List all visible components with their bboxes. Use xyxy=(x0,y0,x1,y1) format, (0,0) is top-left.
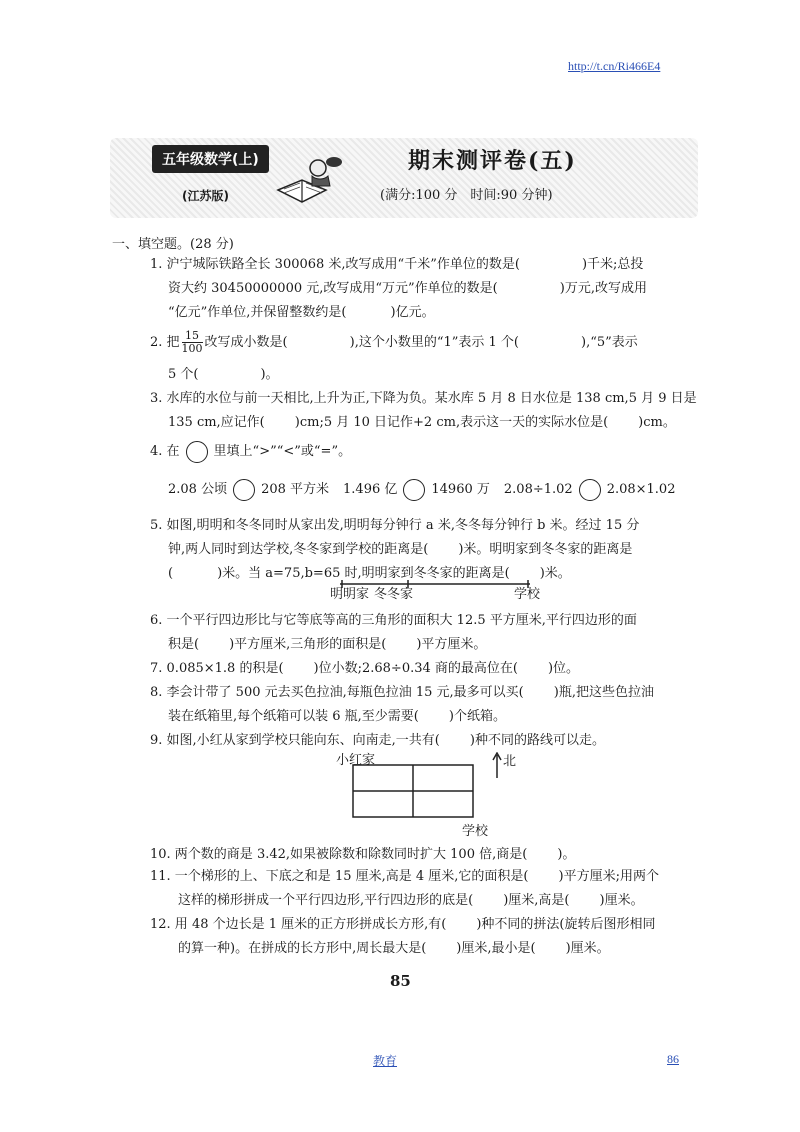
q12-text-d: )厘米,最小是( xyxy=(456,941,536,956)
q1-text-a: 1. 沪宁城际铁路全长 300068 米,改写成用“千米”作单位的数是( xyxy=(150,257,520,272)
q5-text-d: )米。当 a=75,b=65 时,明明家到冬冬家的距离是( xyxy=(217,566,510,581)
q4-compare-2-left: 1.496 亿 xyxy=(343,482,398,497)
question-4-line-2 xyxy=(168,477,675,502)
q12-text-e: )厘米。 xyxy=(565,941,610,956)
q12-text-a: 12. 用 48 个边长是 1 厘米的正方形拼成长方形,有( xyxy=(150,917,447,932)
question-9-line-1 xyxy=(150,728,605,753)
q8-text-a: 8. 李会计带了 500 元去买色拉油,每瓶色拉油 15 元,最多可以买( xyxy=(150,685,524,700)
q4-compare-3-left: 2.08÷1.02 xyxy=(503,482,573,497)
question-7 xyxy=(150,656,579,681)
q2-text-a: 2. 把 xyxy=(150,335,180,350)
q11-text-a: 11. 一个梯形的上、下底之和是 15 厘米,高是 4 厘米,它的面积是( xyxy=(150,869,529,884)
q5-text-c: ( xyxy=(168,566,174,581)
q6-text-a: 积是( xyxy=(168,637,200,652)
distance-line-diagram xyxy=(340,580,540,600)
q3-text-b: )cm;5 月 10 日记作+2 cm,表示这一天的实际水位是( xyxy=(294,415,609,430)
question-11-line-1 xyxy=(150,864,659,889)
q12-text-b: )种不同的拼法(旋转后图形相同 xyxy=(476,917,656,932)
q5-text-a: 钟,两人同时到达学校,冬冬家到学校的距离是( xyxy=(168,542,429,557)
q11-text-b: )平方厘米;用两个 xyxy=(558,869,659,884)
question-2-line-2 xyxy=(168,362,279,387)
book-reader-icon xyxy=(272,150,352,206)
q1-text-e: “亿元”作单位,并保留整数约是( xyxy=(168,305,347,320)
question-11-line-2 xyxy=(178,888,644,913)
q9-text-b: )种不同的路线可以走。 xyxy=(469,733,605,748)
q3-text-c: )cm。 xyxy=(638,415,676,430)
q4-compare-1-left: 2.08 公顷 xyxy=(168,482,228,497)
footer-page-link[interactable]: 86 xyxy=(667,1052,679,1066)
grid-label-north: 北 xyxy=(503,754,517,769)
top-url-link[interactable]: http://t.cn/Ri466E4 xyxy=(568,59,661,73)
q2-text-b: 改写成小数是( xyxy=(204,335,288,350)
q4-compare-2-right: 14960 万 xyxy=(431,482,490,497)
route-grid-diagram xyxy=(352,764,476,820)
q4-text-a: 4. 在 xyxy=(150,444,180,459)
q2-text-d: ),“5”表示 xyxy=(581,335,638,350)
q2-text-e: 5 个( xyxy=(168,367,199,382)
diagram-label-mingming: 明明家 xyxy=(330,587,370,602)
q4-compare-3-right: 2.08×1.02 xyxy=(606,482,676,497)
q11-text-d: )厘米,高是( xyxy=(503,893,570,908)
q11-text-c: 这样的梯形拼成一个平行四边形,平行四边形的底是( xyxy=(178,893,474,908)
q1-text-f: )亿元。 xyxy=(390,305,435,320)
q6-text-c: )平方厘米。 xyxy=(416,637,487,652)
q4-compare-1-right: 208 平方米 xyxy=(261,482,330,497)
edition-tag: (江苏版) xyxy=(182,189,229,203)
diagram-label-dongdong: 冬冬家 xyxy=(374,587,414,602)
q5-text-e: )米。 xyxy=(539,566,571,581)
question-12-line-2 xyxy=(178,936,610,961)
grid-label-home: 小红家 xyxy=(336,753,376,768)
question-8-line-1 xyxy=(150,680,654,705)
q10-text-a: 10. 两个数的商是 3.42,如果被除数和除数同时扩大 100 倍,商是( xyxy=(150,847,528,862)
question-8-line-2 xyxy=(168,704,506,729)
q4-text-b: 里填上“>”“<”或“=”。 xyxy=(213,444,352,459)
q7-text-b: )位小数;2.68÷0.34 商的最高位在( xyxy=(313,661,518,676)
question-6-line-2 xyxy=(168,632,486,657)
compare-circle-icon[interactable] xyxy=(579,479,601,501)
fraction-numerator: 15 xyxy=(182,330,203,343)
q12-text-c: 的算一种)。在拼成的长方形中,周长最大是( xyxy=(178,941,427,956)
q7-text-c: )位。 xyxy=(547,661,580,676)
fraction xyxy=(182,330,203,355)
q7-text-a: 7. 0.085×1.8 的积是( xyxy=(150,661,284,676)
section-title: 一、填空题。(28 分) xyxy=(112,237,234,252)
question-5-line-1: 5. 如图,明明和冬冬同时从家出发,明明每分钟行 a 米,冬冬每分钟行 b 米。经过 15 分 xyxy=(150,518,640,533)
question-1-line-2 xyxy=(168,276,647,301)
question-2-line-1 xyxy=(150,330,638,355)
page-number: 85 xyxy=(390,972,411,990)
q8-text-b: )瓶,把这些色拉油 xyxy=(553,685,654,700)
question-1-line-1 xyxy=(150,252,643,277)
diagram-label-school: 学校 xyxy=(514,587,541,602)
exam-title: 期末测评卷(五) xyxy=(408,148,577,174)
q1-text-c: 资大约 30450000000 元,改写成用“万元”作单位的数是( xyxy=(168,281,498,296)
question-1-line-3 xyxy=(168,300,435,325)
q10-text-b: )。 xyxy=(557,847,576,862)
compare-circle-icon[interactable] xyxy=(403,479,425,501)
grid-label-school: 学校 xyxy=(462,824,489,839)
question-12-line-1 xyxy=(150,912,656,937)
question-6-line-1: 6. 一个平行四边形比与它等底等高的三角形的面积大 12.5 平方厘米,平行四边形的面 xyxy=(150,613,637,628)
footer-edu-link[interactable]: 教育 xyxy=(373,1054,398,1068)
header-banner xyxy=(110,120,698,222)
q5-text-b: )米。明明家到冬冬家的距离是 xyxy=(458,542,633,557)
question-3-line-2 xyxy=(168,410,676,435)
compare-circle-icon xyxy=(186,441,208,463)
q1-text-d: )万元,改写成用 xyxy=(559,281,647,296)
q8-text-c: 装在纸箱里,每个纸箱可以装 6 瓶,至少需要( xyxy=(168,709,419,724)
fraction-denominator: 100 xyxy=(181,342,203,355)
q1-text-b: )千米;总投 xyxy=(581,257,644,272)
exam-meta: (满分:100 分 时间:90 分钟) xyxy=(380,188,553,203)
q2-text-f: )。 xyxy=(260,367,279,382)
question-5-line-2 xyxy=(168,537,632,562)
q11-text-e: )厘米。 xyxy=(599,893,644,908)
q6-text-b: )平方厘米,三角形的面积是( xyxy=(229,637,387,652)
question-4-line-1 xyxy=(150,439,351,464)
question-3-line-1: 3. 水库的水位与前一天相比,上升为正,下降为负。某水库 5 月 8 日水位是 138 cm,5 月 9 日是 xyxy=(150,391,697,406)
q8-text-d: )个纸箱。 xyxy=(448,709,506,724)
q3-text-a: 135 cm,应记作( xyxy=(168,415,265,430)
q2-text-c: ),这个小数里的“1”表示 1 个( xyxy=(349,335,519,350)
north-arrow-icon xyxy=(492,752,502,778)
q9-text-a: 9. 如图,小红从家到学校只能向东、向南走,一共有( xyxy=(150,733,440,748)
compare-circle-icon[interactable] xyxy=(233,479,255,501)
grade-tag: 五年级数学(上) xyxy=(152,145,269,173)
